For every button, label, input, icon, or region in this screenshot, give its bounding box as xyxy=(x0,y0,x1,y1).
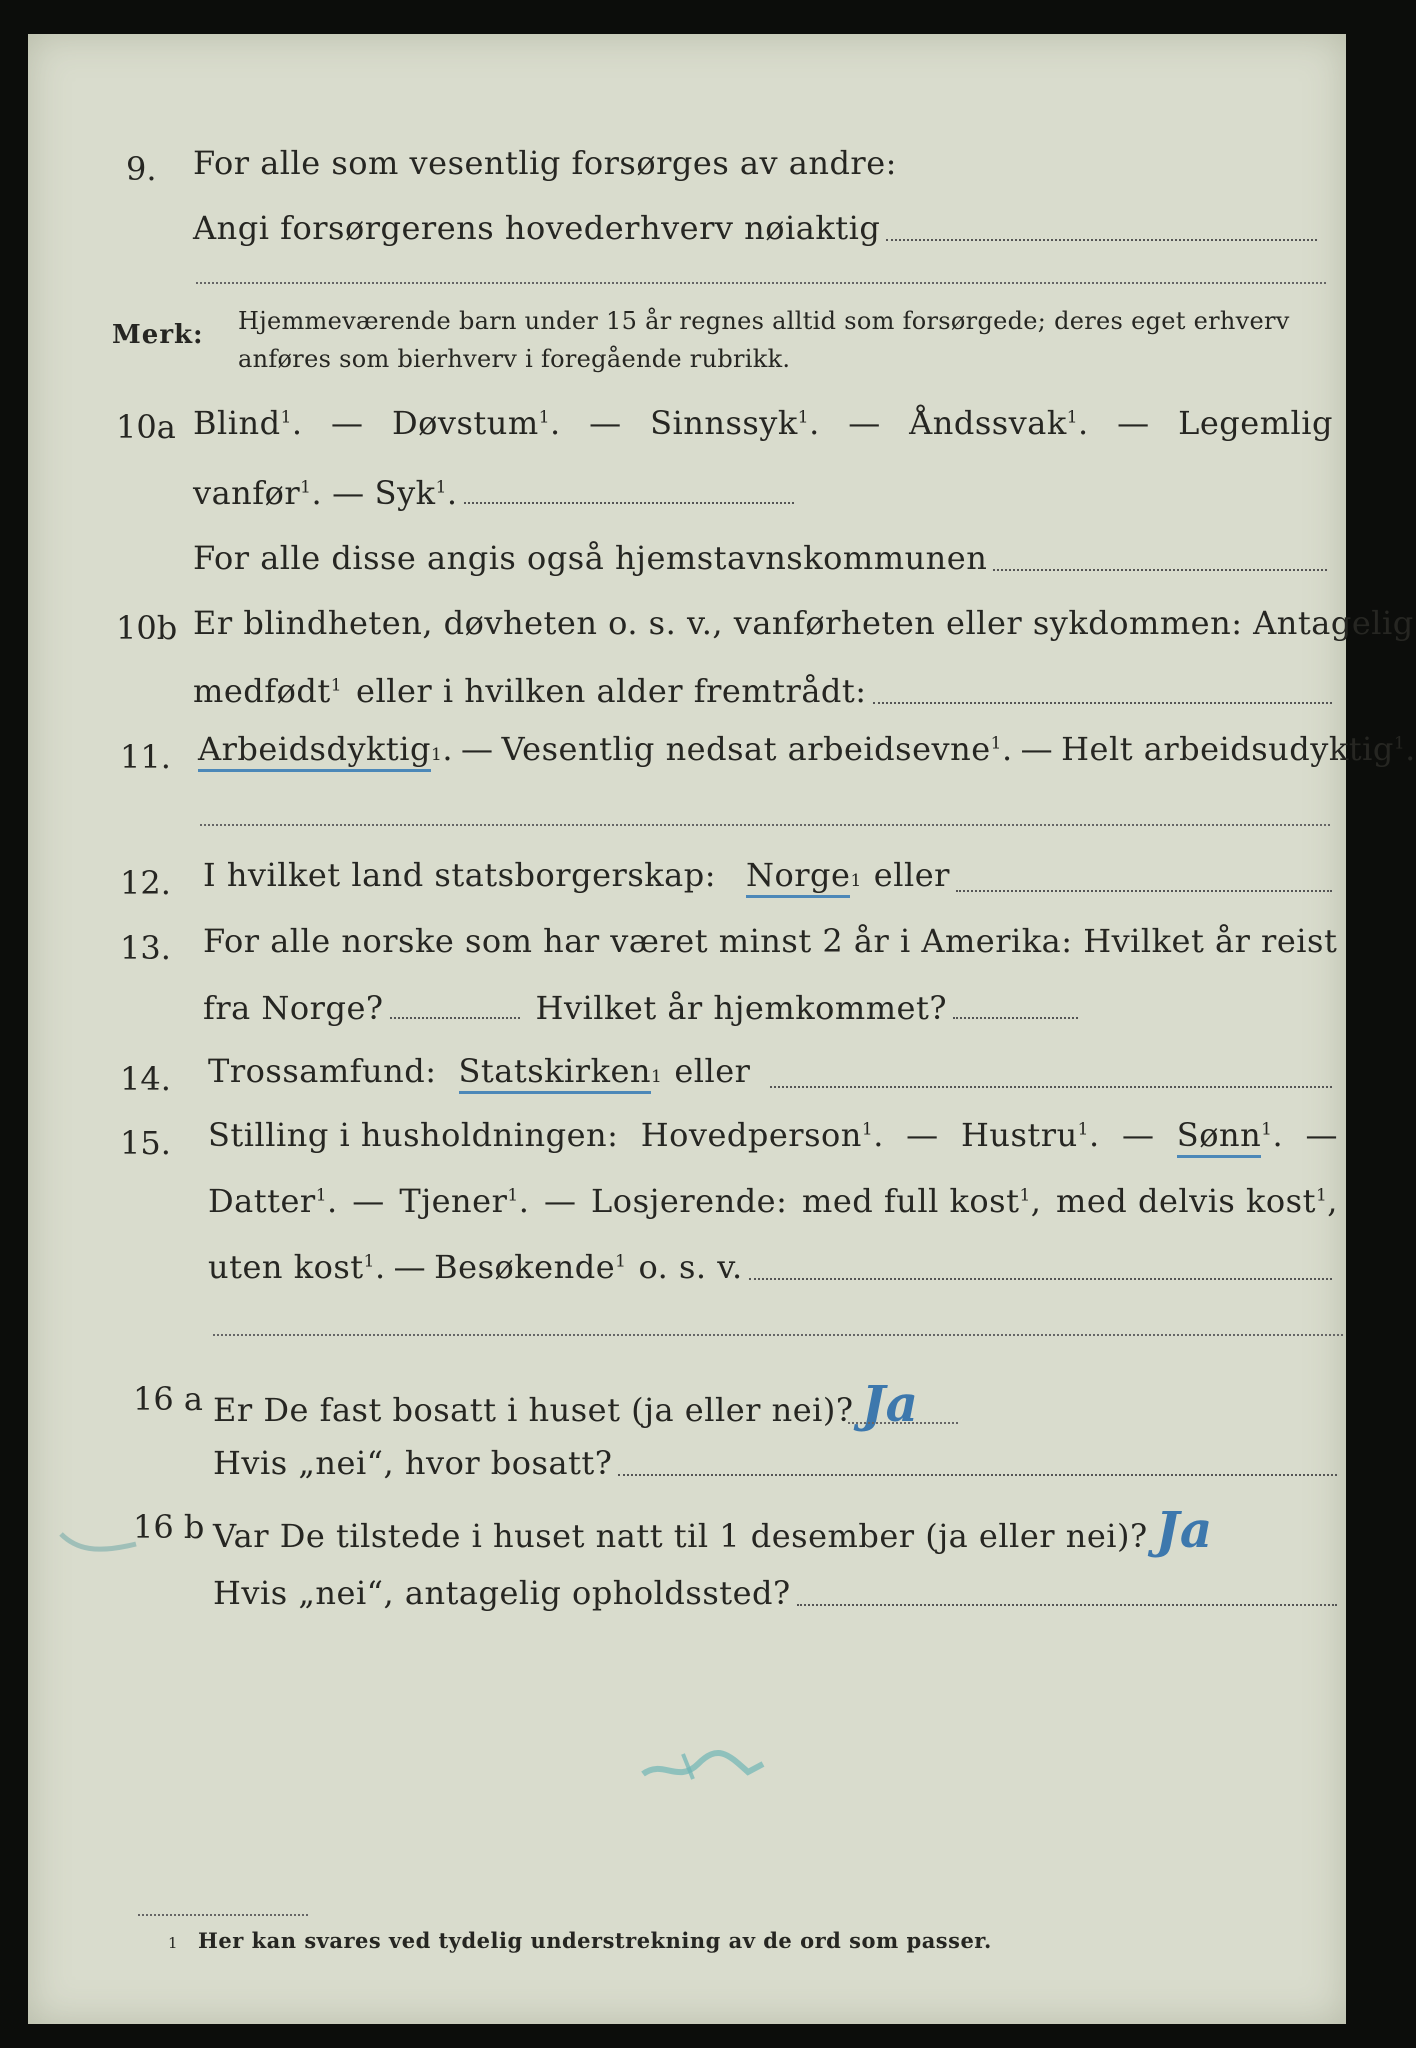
q10a-vanfor[interactable]: vanfør$^1$. xyxy=(193,474,323,512)
q11-arbeidsdyktig[interactable]: Arbeidsdyktig xyxy=(198,730,431,772)
q9-number: 9. xyxy=(126,150,157,188)
q9-line1-text: For alle som vesentlig forsørges av andre: xyxy=(193,144,897,182)
q15-uten-kost[interactable]: uten kost$^1$. xyxy=(208,1248,386,1286)
q16a-answer-line xyxy=(848,1422,958,1424)
q9-answer-field[interactable] xyxy=(886,239,1317,241)
q13-hjemkommet: Hvilket år hjemkommet? xyxy=(535,989,947,1027)
q13-hjemkommet-field[interactable] xyxy=(953,1017,1078,1019)
q10a-line2 xyxy=(193,474,800,512)
q16b-opholdssted-field[interactable] xyxy=(797,1604,1337,1606)
q16a-hvor-bosatt: Hvis „nei“, hvor bosatt? xyxy=(213,1444,613,1482)
q9-line2-text: Angi forsørgerens hovederhverv nøiaktig xyxy=(193,209,881,247)
q10a-dash-4: — xyxy=(1117,404,1150,442)
q10a-syk[interactable]: Syk$^1$. xyxy=(374,474,458,512)
q10a-line3 xyxy=(193,539,1333,577)
q16a-answer[interactable]: Ja xyxy=(861,1374,919,1433)
q16b-answer[interactable]: Ja xyxy=(1155,1500,1213,1559)
q11-number: 11. xyxy=(120,738,171,776)
q16b-opholdssted: Hvis „nei“, antagelig opholdssted? xyxy=(213,1574,791,1612)
q10b-line2 xyxy=(193,672,1338,710)
q10a-line1 xyxy=(193,404,1333,442)
q16a-number: 16 a xyxy=(133,1380,203,1418)
q14-number: 14. xyxy=(120,1060,171,1098)
q16a-bosatt-field[interactable] xyxy=(618,1474,1337,1476)
q13-line1 xyxy=(203,922,1337,960)
q10a-andssvak[interactable]: Åndssvak$^1$. xyxy=(909,404,1089,442)
q15-besokende[interactable]: Besøkende$^1$ xyxy=(434,1248,627,1286)
q9-line2 xyxy=(193,209,1323,247)
q12-line: I hvilket land statsborgerskap: Norge 1 eller xyxy=(203,856,1338,898)
q9-answer-line[interactable] xyxy=(196,282,1326,284)
q12-land-field[interactable] xyxy=(956,890,1332,892)
q15-dash-4: — xyxy=(352,1182,385,1220)
q10a-number: 10a xyxy=(116,408,176,446)
q10b-line1-text: Er blindheten, døvheten o. s. v., vanførheten eller sykdommen: Antagelig xyxy=(193,604,1414,642)
q16a-question: Er De fast bosatt i huset (ja eller nei)? xyxy=(213,1391,854,1429)
q16a-line2 xyxy=(213,1444,1343,1482)
q11-udyktig[interactable]: Helt arbeidsudyktig$^1$. xyxy=(1061,730,1416,768)
merk-line2: anføres som bierhverv i foregående rubrikk. xyxy=(238,345,791,373)
q15-answer-line[interactable] xyxy=(213,1334,1343,1336)
q16b-number: 16 b xyxy=(133,1508,205,1546)
q14-line: Trossamfund: Statskirken 1 eller xyxy=(208,1052,1338,1094)
q15-dash-1: — xyxy=(906,1116,939,1154)
q15-delvis-kost[interactable]: med delvis kost$^1$, xyxy=(1056,1182,1338,1220)
q16b-line2 xyxy=(213,1574,1343,1612)
q10b-alder-field[interactable] xyxy=(873,702,1332,704)
q13-fra-norge: fra Norge? xyxy=(203,989,384,1027)
q11-answer-line[interactable] xyxy=(200,824,1330,826)
q13-number: 13. xyxy=(120,929,171,967)
q10a-hjemstavn-field[interactable] xyxy=(993,569,1327,571)
q10a-dovstum[interactable]: Døvstum$^1$. xyxy=(391,404,561,442)
q14-statskirken[interactable]: Statskirken xyxy=(459,1052,652,1094)
q15-dash-6: — xyxy=(393,1248,427,1286)
q14-eller: eller xyxy=(674,1052,751,1090)
q15-stilling: Stilling i husholdningen: xyxy=(208,1116,619,1154)
q10b-line2-text: eller i hvilken alder fremtrådt: xyxy=(356,672,867,710)
census-form-page xyxy=(28,34,1416,2024)
footnote-text: Her kan svares ved tydelig understrekning av de ord som passer. xyxy=(198,1928,992,1953)
q10b-number: 10b xyxy=(116,609,178,647)
initials-mark-icon xyxy=(638,1734,768,1794)
q10a-line3-text: For alle disse angis også hjemstavnskommunen xyxy=(193,539,988,577)
pencil-mark-icon xyxy=(56,1514,146,1564)
merk-line1: Hjemmeværende barn under 15 år regnes alltid som forsørgede; deres eget erhverv xyxy=(238,307,1290,335)
q11-dash-1: — xyxy=(461,730,494,768)
q11-vesentlig[interactable]: Vesentlig nedsat arbeidsevne$^1$. xyxy=(501,730,1013,768)
q14-trossamfund-field[interactable] xyxy=(770,1086,1332,1088)
q16a-line1 xyxy=(213,1374,919,1433)
q10a-syk-field[interactable] xyxy=(464,502,794,504)
q12-eller: eller xyxy=(873,856,950,894)
q11-dash-2: — xyxy=(1020,730,1054,768)
q15-dash-3: — xyxy=(1305,1116,1338,1154)
q10a-dash-5: — xyxy=(332,474,365,512)
q15-stilling-field[interactable] xyxy=(749,1278,1332,1280)
q13-reist-field[interactable] xyxy=(390,1017,520,1019)
q15-datter[interactable]: Datter$^1$. xyxy=(208,1182,338,1220)
q15-tjener[interactable]: Tjener$^1$. xyxy=(399,1182,530,1220)
q10a-blind[interactable]: Blind$^1$. xyxy=(193,404,303,442)
q15-line2 xyxy=(208,1182,1338,1220)
q14-text: Trossamfund: xyxy=(208,1052,437,1090)
footnote-rule xyxy=(138,1914,308,1916)
q10b-line1 xyxy=(193,604,1414,642)
q13-line2 xyxy=(203,989,1084,1027)
q16b-question: Var De tilstede i huset natt til 1 desember (ja eller nei)? xyxy=(213,1517,1148,1555)
q10a-legemlig[interactable]: Legemlig xyxy=(1178,404,1333,442)
q15-full-kost[interactable]: med full kost$^1$, xyxy=(801,1182,1042,1220)
q15-line1 xyxy=(208,1116,1338,1154)
q15-osv: o. s. v. xyxy=(638,1248,743,1286)
q15-sonn[interactable]: Sønn$^1$. xyxy=(1177,1116,1283,1154)
q11-line: Arbeidsdyktig 1 . — Vesentlig nedsat arbeidsevne$^1$. — Helt arbeidsudyktig$^1$. xyxy=(198,730,1416,772)
q15-dash-2: — xyxy=(1121,1116,1155,1154)
merk-note xyxy=(238,302,1290,378)
q15-line3 xyxy=(208,1248,1338,1286)
q10a-dash-3: — xyxy=(848,404,881,442)
q12-norge[interactable]: Norge xyxy=(746,856,850,898)
q12-text: I hvilket land statsborgerskap: xyxy=(203,856,716,894)
q9-line1 xyxy=(193,144,897,182)
q15-dash-5: — xyxy=(543,1182,577,1220)
merk-label: Merk: xyxy=(112,320,204,350)
footnote-number: 1 xyxy=(168,1934,178,1952)
q16b-line1 xyxy=(213,1500,1213,1559)
q15-losjerende: Losjerende: xyxy=(591,1182,788,1220)
q15-hovedperson[interactable]: Hovedperson$^1$. xyxy=(640,1116,884,1154)
q12-number: 12. xyxy=(120,864,171,902)
q10b-medfodt[interactable]: medfødt$^1$ xyxy=(193,672,343,710)
q13-line1-text: For alle norske som har været minst 2 år i Amerika: Hvilket år reist xyxy=(203,922,1338,960)
q10a-dash-1: — xyxy=(331,404,364,442)
q10a-dash-2: — xyxy=(589,404,622,442)
q10a-sinnssyk[interactable]: Sinnssyk$^1$. xyxy=(650,404,820,442)
q15-number: 15. xyxy=(120,1124,171,1162)
q15-hustru[interactable]: Hustru$^1$. xyxy=(960,1116,1100,1154)
